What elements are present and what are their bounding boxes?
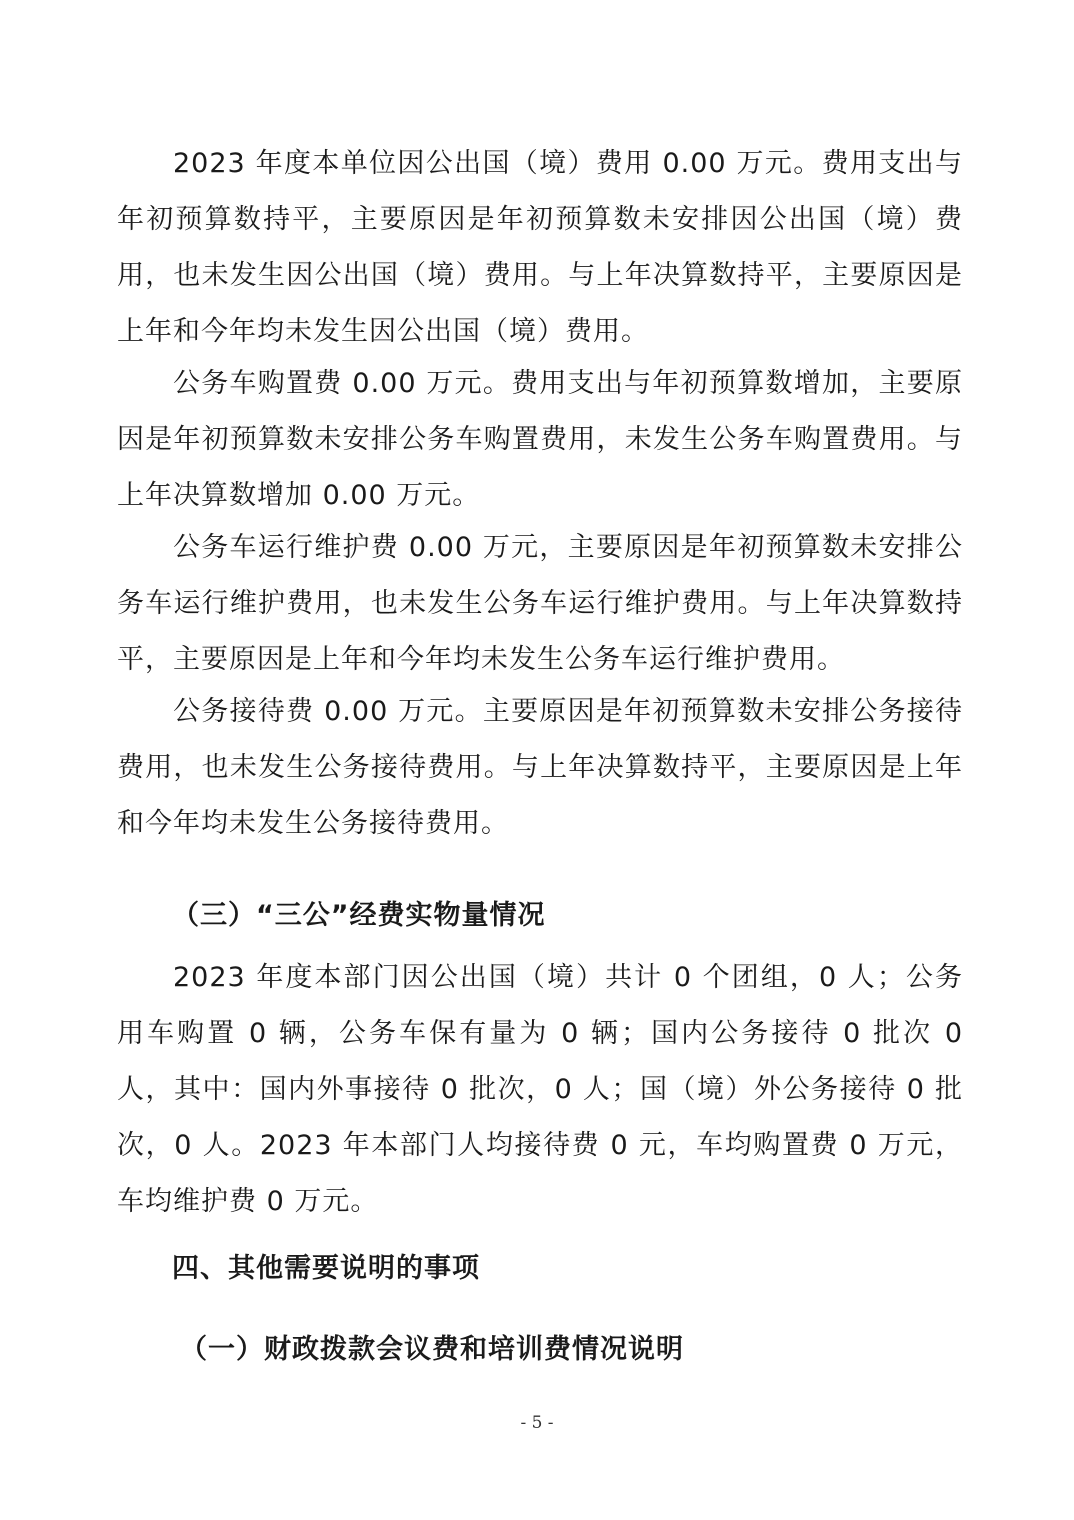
- section-heading-other-matters: 四、其他需要说明的事项: [172, 1253, 480, 1284]
- paragraph-physical-quantity: 2023 年度本部门因公出国（境）共计 0 个团组，0 人；公务用车购置 0 辆，公务车保有量为 0 辆；国内公务接待 0 批次 0 人，其中：国内外事接待 0 批次，0 人；国（境）外公务接待 0 批次，0 人。2023 年本部门人均接待费 0 元，车均购置费 0 万元，车均维护费 0 万元。: [117, 962, 963, 1217]
- subsection-heading-meeting-training: （一）财政拨款会议费和培训费情况说明: [180, 1334, 684, 1365]
- paragraph-overseas-travel-cost: 2023 年度本单位因公出国（境）费用 0.00 万元。费用支出与年初预算数持平，主要原因是年初预算数未安排因公出国（境）费用，也未发生因公出国（境）费用。与上年决算数持平，主要原因是上年和今年均未发生因公出国（境）费用。: [117, 148, 963, 347]
- paragraph-vehicle-purchase-cost: 公务车购置费 0.00 万元。费用支出与年初预算数增加，主要原因是年初预算数未安排公务车购置费用，未发生公务车购置费用。与上年决算数增加 0.00 万元。: [117, 368, 963, 511]
- section-heading-three-public-quantity: （三）“三公”经费实物量情况: [172, 900, 546, 931]
- page-number: - 5 -: [520, 1413, 554, 1433]
- paragraph-reception-cost: 公务接待费 0.00 万元。主要原因是年初预算数未安排公务接待费用，也未发生公务接待费用。与上年决算数持平，主要原因是上年和今年均未发生公务接待费用。: [117, 696, 963, 839]
- paragraph-vehicle-maintenance-cost: 公务车运行维护费 0.00 万元，主要原因是年初预算数未安排公务车运行维护费用，也未发生公务车运行维护费用。与上年决算数持平，主要原因是上年和今年均未发生公务车运行维护费用。: [117, 532, 963, 675]
